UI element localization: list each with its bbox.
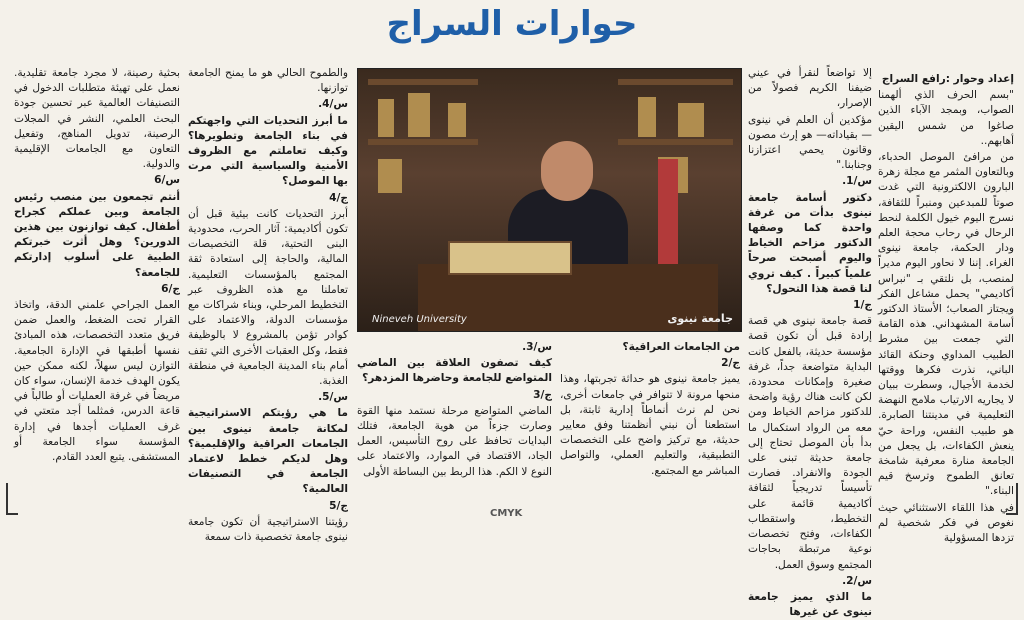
photo-caption-arabic: جامعة نينوى [667, 312, 733, 325]
corner-bracket-left [6, 483, 18, 515]
page-headline: حوارات السراج [386, 4, 638, 44]
answer-text: العمل الجراحي علمني الدقة، واتخاذ القرار تحت الضغط، والعمل ضمن فريق متعدد التخصصات، هذه المبادئ نفسها أطبقها في الإدارة الجامعية. التوازن ليس سهلاً، لكنه ممكن حين يكون الهدف خدمة الإنسان، سواء كان مريضاً في غرفة العمليات أو طالباً في قاعة الدرس، فمثلما أجد متعتي في غرف العمليات أجدها في إدارة المؤسسة سواء الجامعة أو المستشفى. يتبع العدد القادم. [14, 299, 180, 464]
answer-label: ج/3 [533, 388, 552, 401]
answer-text: قصة جامعة نينوى هي قصة إرادة قبل أن تكون قصة مؤسسة حديثة، بالفعل كانت البداية متواضعة جداً، غرفة صغيرة وإمكانات محدودة، لكن كانت هناك رؤية واضحة للدكتور مزاحم الخياط ومن معه من الرواد استكمال ما بدأ بأن الموصل تحتاج إلى جامعة حديثة تبنى على الجودة والانفراد. فصارت تأسيساً تدريجياً لثقافة أكاديمية قائمة على التخطيط، واستقطاب الكفاءات، وفتح تخصصات نوعية مرتبطة بحاجات المجتمع وسوق العمل. [748, 315, 872, 571]
question-label: س/1. [842, 175, 872, 188]
question-text: كيف تصفون العلاقة بين الماضي المتواضع للجامعة وحاضرها المزدهر؟ [357, 357, 552, 385]
question-label: س/5. [318, 391, 348, 404]
question-text: دكتور أسامة جامعة نينوى بدأت من غرفة واحدة كما وصفها الدكتور مزاحم الخياط واليوم أصبحت صرحاً علمياً كبيراً . كيف تروي لنا قصة هذا التحول؟ [748, 191, 872, 295]
byline: إعداد وحوار :رافع السراج [881, 73, 1014, 85]
answer-label: ج/6 [161, 282, 180, 295]
intro-paragraph: من مرافئ الموصل الحدباء، وبالتعاون المثمر مع مجلة زهرة البارون الالكترونية التي غدت صوتاً للمبدعين ومنبراً للثقافة، نسرج اليوم خيول الكلمة لنحط الرحال في رحاب محجة العلم ودار الحكمة، جامعة نينوى الغراء. إننا لا نحاور اليوم مديراً لمنصب، بل نلتقي بـ "نبراس أكاديمي" يحمل مشاعل الفكر ويجتاز الصعاب؛ الأستاذ الدكتور أسامة المشهداني. هذه القامة التي جمعت بين مشرط الطبيب المداوي وحنكة القائد الباني، نذرت فكرها ووقتها لخدمة الأجيال، وسطرت ببيان لا يجاريه الارتياب ملامح النهضة التعليمية في مدينتنا الصابرة. هو طبيب النفس، وراحة حيّ ينعش الكفاءات، بل يجعل من الجامعة منارة معرفية شامخة تعانق الطموح وترسخ قيم البناء." [878, 151, 1014, 498]
answer-label: ج/4 [329, 191, 348, 204]
intro-paragraph: في هذا اللقاء الاستثنائي حيث نغوص في فكر شخصية لم تزدها المسؤولية [878, 501, 1014, 545]
answer-label: ج/2 [721, 357, 740, 370]
column-3 [560, 340, 740, 499]
question-text: ما أبرز التحديات التي واجهتكم في بناء الجامعة وتطويرها؟ وكيف تعاملتم مع الظروف الأمنية والسياسية التي مرت بها الموصل؟ [188, 114, 348, 188]
photo-caption-english: Nineveh University [372, 314, 467, 325]
answer-label: ج/1 [853, 299, 872, 312]
question-text: ما الذي يميز جامعة نينوى عن غيرها [748, 590, 872, 619]
paragraph: بحثية رصينة، لا مجرد جامعة تقليدية. نعمل على تهيئة متطلبات الدخول في التصنيفات العالمية عبر تحسين جودة البحث العلمي، النشر في المجلات الرصينة، تدويل المناهج، وتفعيل التعاون مع الجامعات الإقليمية والدولية. [14, 67, 180, 171]
interview-photo [357, 68, 742, 332]
answer-text: الماضي المتواضع مرحلة نستمد منها القوة وصارت جزءاً من هوية الجامعة، فتلك البدايات تحافظ على روح التأسيس، العمل الجاد، الاقتصاد في الموارد، والاعتماد على النوع لا الكم. هذا الربط بين البساطة الأولى [357, 404, 552, 478]
answer-label: ج/5 [329, 499, 348, 512]
question-text: أنتم تجمعون بين منصب رئيس الجامعة وبين عملكم كجراح أطفال. كيف توازنون بين هذين الدورين؟ وهل أثرت خبرتكم الطبية على أسلوب إدارتكم للجامعة؟ [14, 190, 180, 279]
paragraph: إلا تواضعاً لنقرأ في عيني ضيفنا الكريم فصولاً من الإصرار، [748, 67, 872, 110]
question-label: س/6 [154, 174, 180, 187]
answer-text: أبرز التحديات كانت بيئية قبل أن تكون أكاديمية: آثار الحرب، محدودية البنى التحتية، قلة التخصيصات المالية، والحاجة إلى استعادة ثقة المجتمع بالمؤسسات التعليمية. تعاملنا مع هذه الظروف عبر التخطيط المرحلي، وبناء شراكات مع مؤسسات الدولة، والاعتماد على كوادر تؤمن بالمشروع لا بالوظيفة فقط، وكل العقبات الأخرى التي تقف أمام بناء المدينة الجامعية في منطقة الغذبة. [188, 207, 348, 388]
column-6 [14, 66, 180, 499]
paragraph: والطموح الحالي هو ما يمنح الجامعة توازنها. [188, 67, 348, 95]
question-text: ما هي رؤيتكم الاستراتيجية لمكانة جامعة نينوى بين الجامعات العراقية والإقليمية؟ وهل لديكم خطط لاعتماد الجامعة في التصنيفات العالمية؟ [188, 407, 348, 496]
intro-paragraph: "بسم الحرف الذي ألهمنا الصواب، وبمجد الآباء الذين صاغوا من شمس اليقين أهابهم.. [878, 89, 1014, 147]
question-text: من الجامعات العراقية؟ [622, 341, 740, 353]
column-5 [188, 66, 348, 544]
answer-text: يميز جامعة نينوى هو حداثة تجربتها، وهذا منحها مرونة لا تتوافر في جامعات أخرى، نحن لم نرث أنماطاً إدارية ثابتة، بل استطعنا أن نبني أنظمتنا وفق معايير حديثة، مع تركيز واضح على التخصصات التطبيقية، والتعليم العملي، والتواصل المباشر مع المجتمع. [560, 373, 740, 477]
question-label: س/2. [842, 574, 872, 587]
corner-bracket-right [1006, 483, 1018, 515]
column-2 [748, 66, 872, 619]
answer-text: رؤيتنا الاستراتيجية أن تكون جامعة نينوى جامعة تخصصية ذات سمعة [188, 515, 348, 544]
paragraph: مؤكدين أن العلم في نينوى — بقياداته— هو إرث مصون وقانون يحمي اعتزازنا وجنابنا." [748, 113, 872, 172]
question-label: س/3. [522, 341, 552, 353]
column-4 [357, 340, 552, 499]
column-1 [878, 72, 1014, 545]
print-mark: CMYK [490, 508, 523, 519]
question-label: س/4. [318, 98, 348, 111]
